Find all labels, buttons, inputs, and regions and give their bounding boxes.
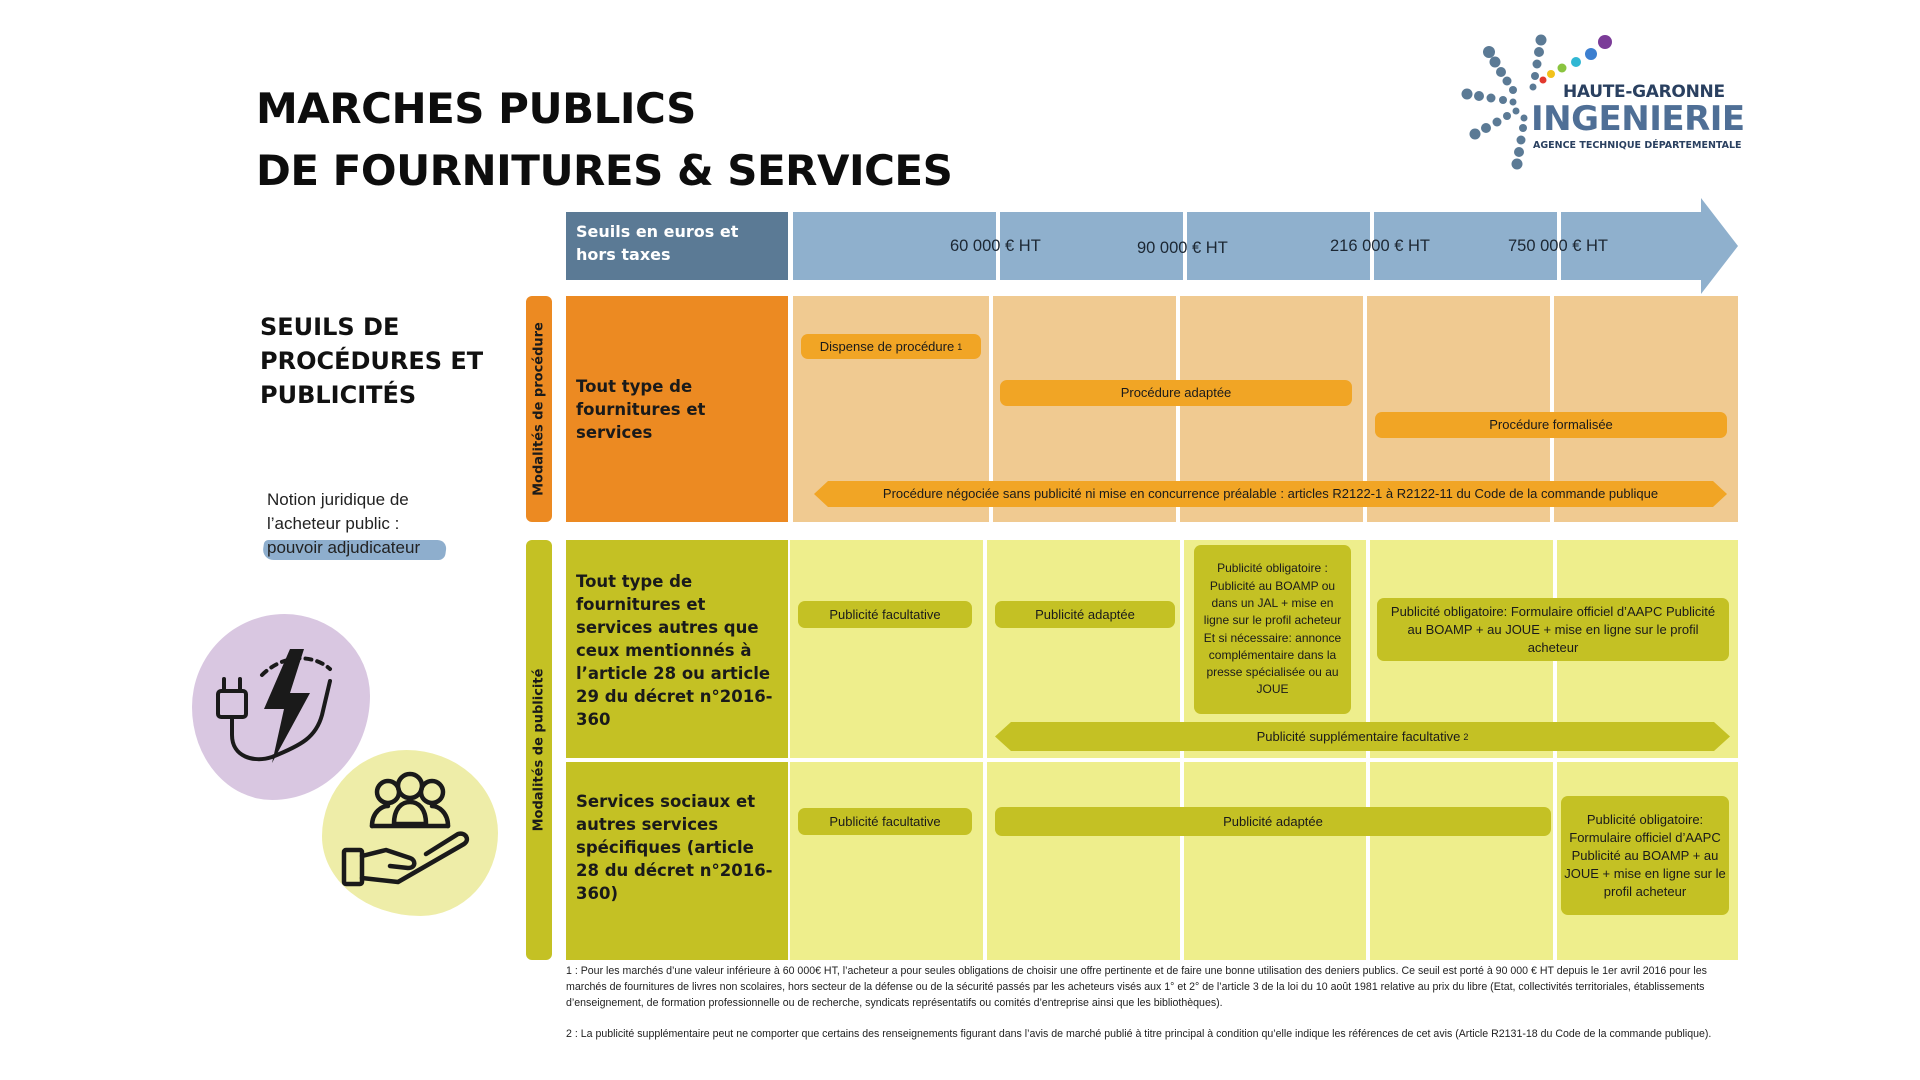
logo-line-2: INGENIERIE [1531, 99, 1745, 139]
title-line-2: DE FOURNITURES & SERVICES [256, 146, 953, 195]
divider [790, 758, 1738, 762]
logo-line-1: HAUTE-GARONNE [1563, 82, 1725, 102]
logo-line-3: AGENCE TECHNIQUE DÉPARTEMENTALE [1533, 140, 1742, 151]
notion-text [267, 488, 467, 560]
publicite-obligatoire-high-pill: Publicité obligatoire: Formulaire officiel d’AAPC Publicité au BOAMP + au JOUE + mise en ligne sur le profil acheteur [1377, 598, 1729, 661]
procedure-tab [526, 296, 552, 522]
procedure-adaptee-pill: Procédure adaptée [1000, 380, 1352, 406]
publicite-tab-label: Modalités de publicité [531, 668, 547, 832]
supplementaire-label: Publicité supplémentaire facultative [1256, 728, 1461, 744]
threshold-216000: 216 000 € HT [1330, 237, 1430, 255]
procedure-tab-label: Modalités de procédure [531, 322, 547, 496]
publicite-row2-header: Services sociaux et autres services spécifiques (article 28 du décret n°2016-360) [566, 762, 788, 960]
title-line-1: MARCHES PUBLICS [256, 84, 696, 133]
footnote-2: 2 : La publicité supplémentaire peut ne comporter que certains des renseignements figurant dans l’avis de marché publié à titre principal à condition qu’elle indique les références de cet avis (Article R2131-18 du Code de la commande publique). [566, 1028, 1712, 1040]
footnote-ref-2: 2 [1463, 731, 1469, 742]
section-title: SEUILS DE PROCÉDURES ET PUBLICITÉS [260, 313, 484, 409]
threshold-60000: 60 000 € HT [950, 237, 1041, 255]
notion-highlight: pouvoir adjudicateur [267, 536, 428, 560]
divider [983, 540, 987, 960]
procedure-formalisee-pill: Procédure formalisée [1375, 412, 1727, 438]
services-facultative-pill: Publicité facultative [798, 808, 972, 835]
plug-lightning-icon [212, 645, 352, 775]
publicite-facultative-pill: Publicité facultative [798, 601, 972, 628]
threshold-90000: 90 000 € HT [1137, 239, 1228, 257]
publicite-tab [526, 540, 552, 960]
services-obligatoire-pill: Publicité obligatoire: Formulaire officiel d’AAPC Publicité au BOAMP + au JOUE + mise en ligne sur le profil acheteur [1561, 796, 1729, 915]
procedure-negociee-label: Procédure négociée sans publicité ni mise en concurrence préalable : articles R2122-1 à R2122-11 du Code de la commande publique [882, 486, 1659, 501]
dispense-label: Dispense de procédure [819, 338, 955, 354]
page-title [256, 78, 952, 202]
dispense-procedure-pill [801, 334, 981, 359]
publicite-obligatoire-mid-pill: Publicité obligatoire : Publicité au BOAMP ou dans un JAL + mise en ligne sur le profil acheteur Et si nécessaire: annonce complémentaire dans la presse spécialisée ou au JOUE [1194, 545, 1351, 714]
footnote-1: 1 : Pour les marchés d’une valeur inférieure à 60 000€ HT, l’acheteur a pour seules obligations de choisir une offre pertinente et de faire une bonne utilisation des deniers publics. Ce seuil est porté à 90 000 € HT depuis le 1er avril 2016 pour les marchés de fournitures de livres non scolaires, hors secteur de la défense ou de la sécurité passés par les acheteurs visés aux 1° et 2° de l’article 3 de la loi du 10 août 1981 relative au prix du libre (Etat, collectivités territoriales, établissements d’enseignement, de formation professionnelle ou de recherche, syndicats représentatifs ou comités d’entreprise ainsi que les bibliothèques). [566, 965, 1707, 1009]
procedure-row-header: Tout type de fournitures et services [566, 296, 788, 522]
footnote-ref-1: 1 [957, 341, 963, 352]
services-adaptee-pill: Publicité adaptée [995, 807, 1551, 836]
threshold-header-label: Seuils en euros et hors taxes [566, 212, 788, 280]
publicite-adaptee-pill: Publicité adaptée [995, 601, 1175, 628]
publicite-row1-header: Tout type de fournitures et services autres que ceux mentionnés à l’article 28 ou article 29 du décret n°2016-360 [566, 540, 788, 758]
threshold-750000: 750 000 € HT [1508, 237, 1608, 255]
hand-group-icon [338, 770, 478, 895]
publicite-supplementaire-label [995, 722, 1730, 751]
notion-line: Notion juridique de l’acheteur public : [267, 490, 409, 533]
